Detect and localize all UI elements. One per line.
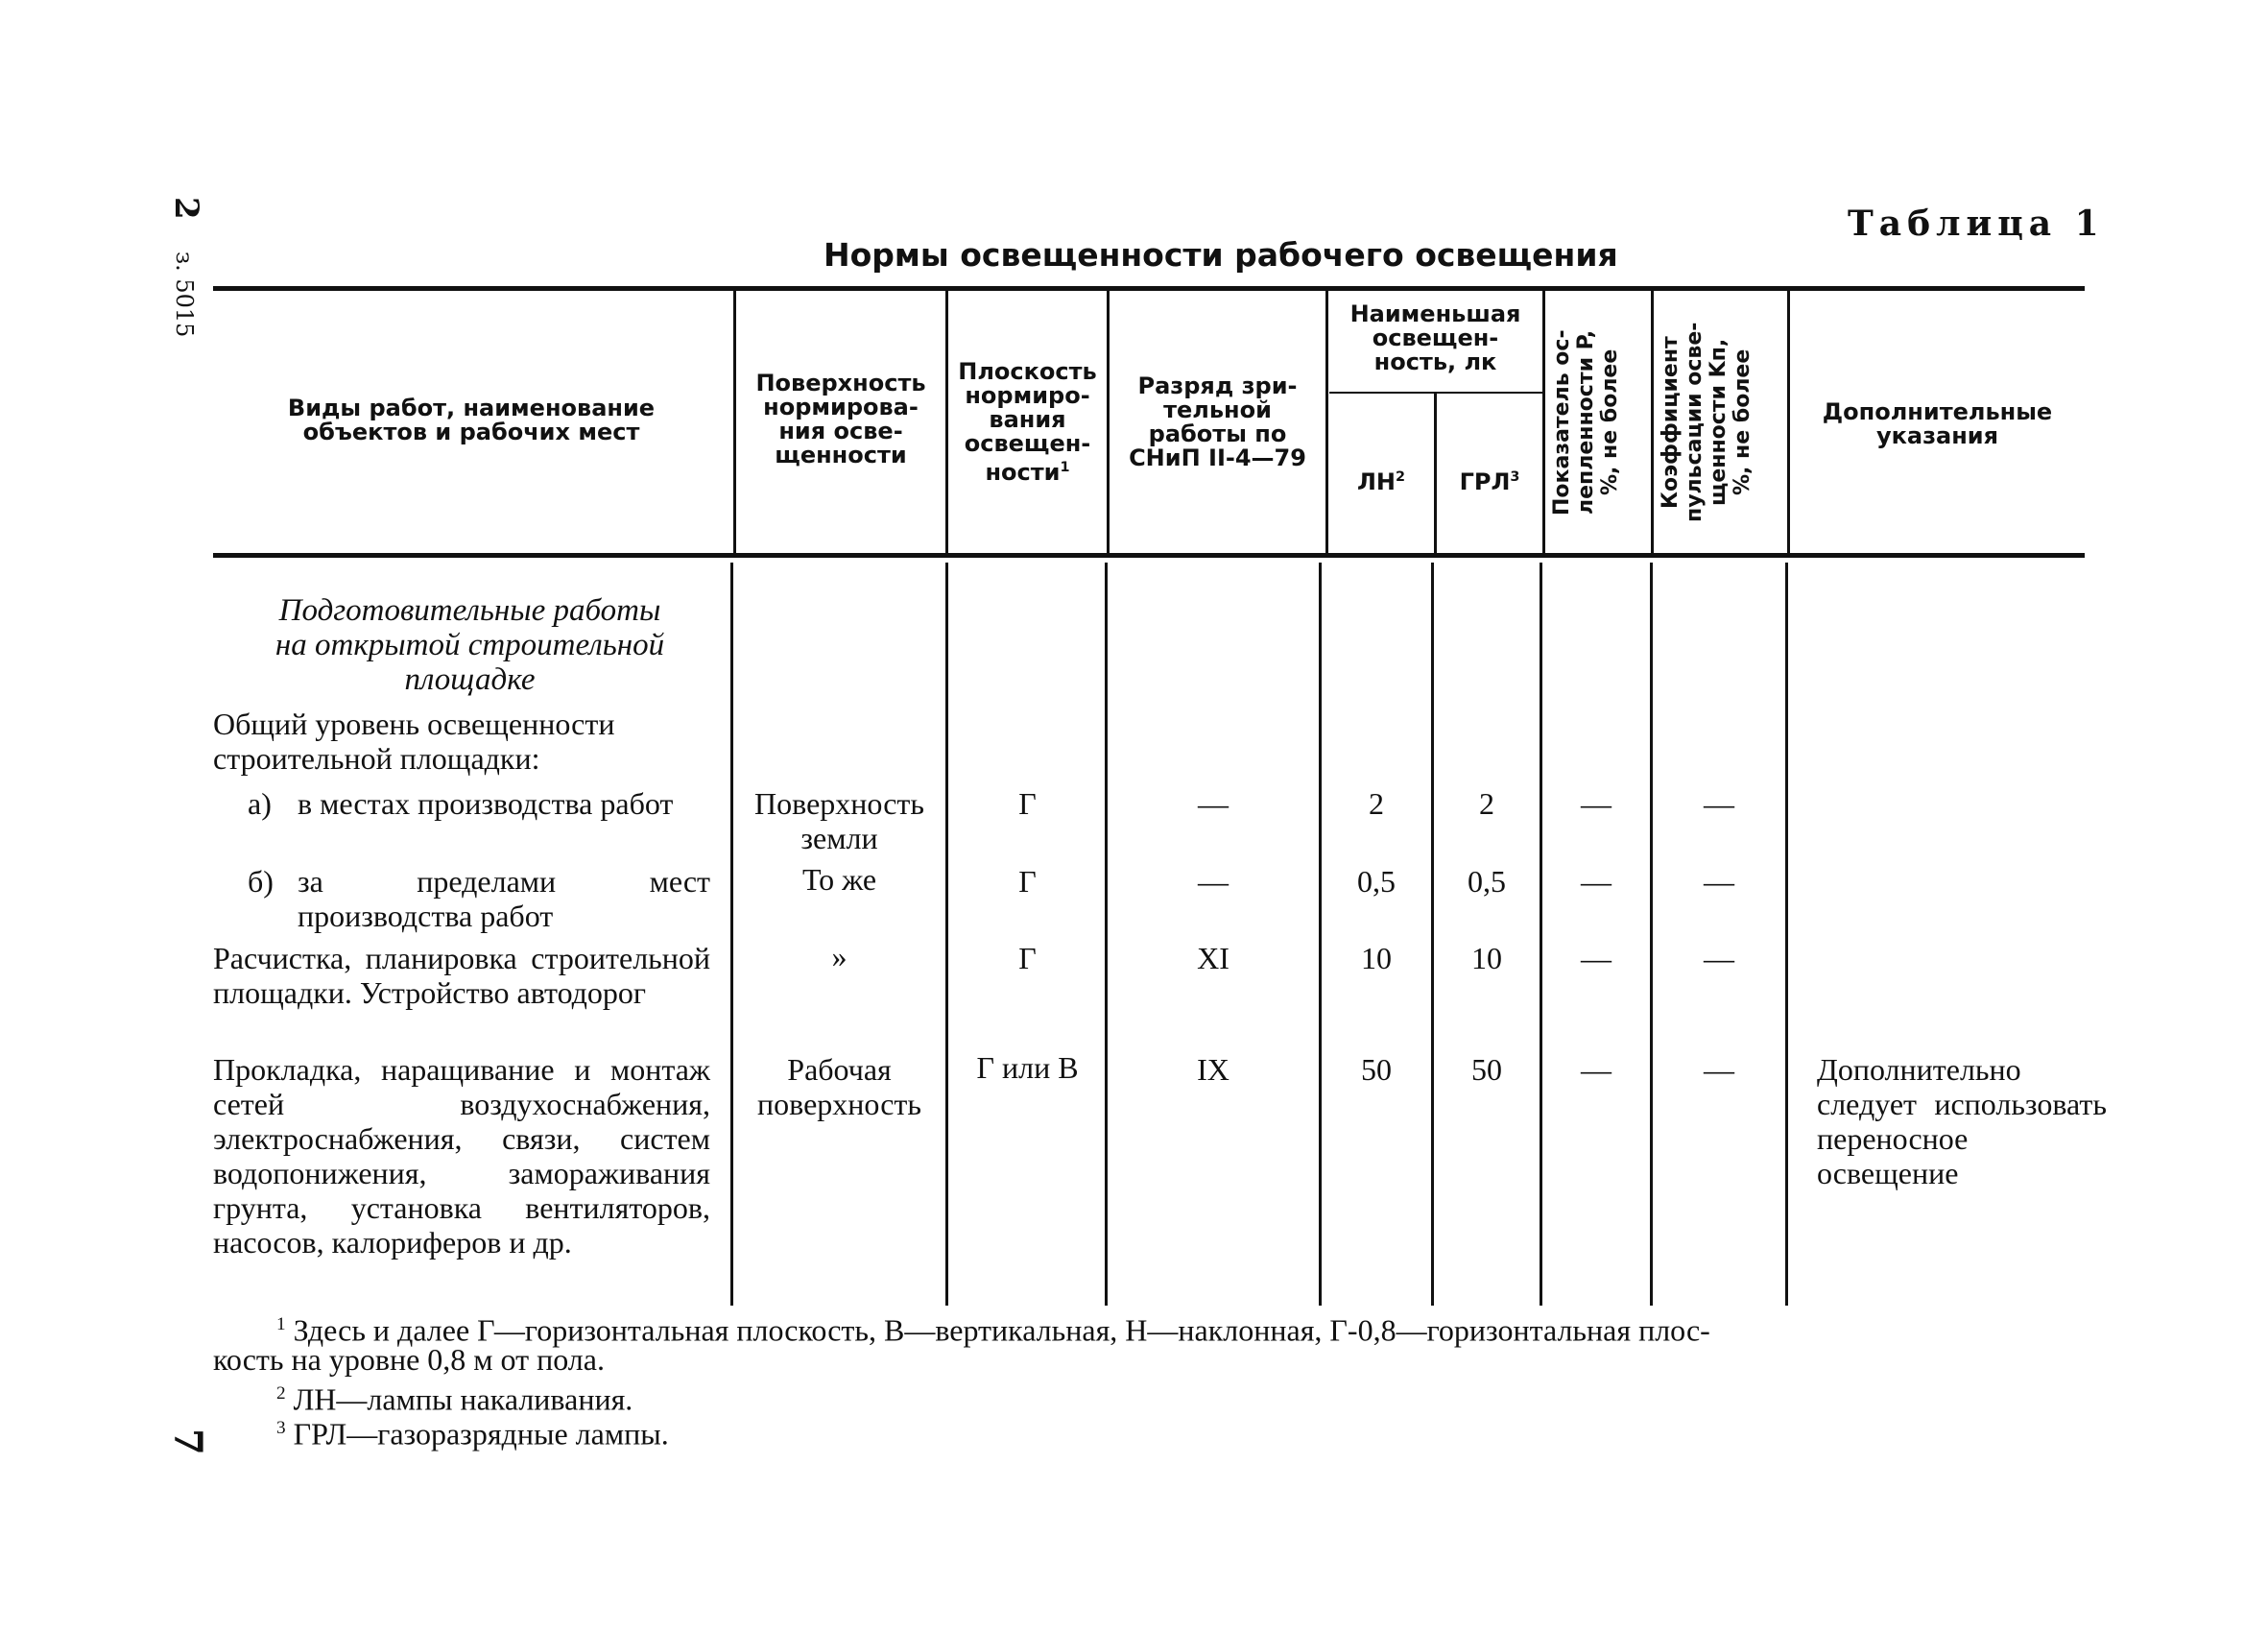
row-grl: 2 [1479,786,1494,821]
row-name: Расчистка, планировка строительной площадки. Устройство автодорог [213,941,710,1010]
row-name: Прокладка, наращивание и монтаж сетей воздухоснабжения, электроснабжения, связи, систем водопонижения, замораживания грунта, установка вентиляторов, насосов, калориферов и др. [213,1052,710,1260]
header-grl: ГРЛ$^3$ [1459,468,1520,495]
row-surface: То же [801,862,877,897]
row-ln: 50 [1361,1052,1392,1087]
margin-order-code: з. 5015 [171,252,198,338]
body-divider-6 [1540,563,1542,1306]
row-prefix: б) [248,864,274,899]
row-category: — [1198,864,1229,899]
body-divider-3 [1105,563,1108,1306]
row-plane: Г или В [976,1050,1079,1085]
footnote-1-continued: кость на уровне 0,8 м от пола. [213,1342,605,1377]
footnote-1-mark: 1 [276,1314,286,1334]
row-glare: — [1581,1052,1611,1087]
row-grl: 50 [1471,1052,1502,1087]
table-label: Таблица 1 [1848,204,2105,244]
row-grl: 10 [1471,941,1502,975]
row-name: в местах производства работ [298,786,674,821]
row-plane: Г [1018,941,1037,975]
margin-page-number: 2 [167,197,205,220]
row-surface: Поверхность земли [754,786,924,855]
row-surface: » [831,939,848,973]
header-plane: Плоскость нормиро- вания освещен- ности$^1$ [958,358,1097,486]
section-heading: Подготовительные работы на открытой строительной площадке [275,593,665,697]
row-notes: Дополнительно следует использовать переносное освещение [1817,1052,2107,1190]
margin-bottom-number: 7 [165,1428,210,1455]
row-glare: — [1581,941,1611,975]
row-ln: 2 [1369,786,1384,821]
header-bottom-rule [213,553,2085,558]
row-ln: 0,5 [1357,864,1396,899]
row-category: XI [1197,941,1229,975]
col-divider-6 [1542,291,1545,553]
header-ln: $ЛН^2$ [1356,468,1406,495]
body-divider-8 [1785,563,1788,1306]
body-divider-4 [1319,563,1322,1306]
row-glare: — [1581,864,1611,899]
row-pulsation: — [1704,1052,1734,1087]
row-surface: Рабочая поверхность [757,1052,921,1121]
header-surface: Поверхность нормирова- ния осве- щенности [755,370,926,468]
footnote-2-text: ЛН—лампы накаливания. [293,1381,633,1417]
header-min-illuminance: Наименьшая освещен- ность, лк [1349,300,1521,375]
header-work-types: Виды работ, наименование объектов и рабочих мест [287,395,656,445]
row-pulsation: — [1704,864,1734,899]
footnote-3-mark: 3 [276,1418,286,1438]
row-grl: 0,5 [1468,864,1506,899]
row-category: IX [1197,1052,1229,1087]
header-pulsation: Коэффициент пульсации осве- щенности Kп, %, не более [1659,322,1755,523]
row-pulsation: — [1704,786,1734,821]
header-notes: Дополнительные указания [1822,398,2053,449]
row-prefix: а) [248,786,272,821]
row-category: — [1198,786,1229,821]
row-plane: Г [1018,864,1037,899]
row-pulsation: — [1704,941,1734,975]
table-title: Нормы освещенности рабочего освещения [824,236,1618,274]
header-category: Разряд зри- тельной работы по СНиП II-4—79 [1129,372,1306,471]
row-plane: Г [1018,786,1037,821]
footnote-3-text: ГРЛ—газоразрядные лампы. [293,1416,669,1452]
body-divider-5 [1431,563,1434,1306]
row-name: за пределами мест производства работ [298,864,710,933]
col-divider-7 [1651,291,1654,553]
footnote-1-text: Здесь и далее Г—горизонтальная плоскость, В—вертикальная, Н—наклонная, Г-0,8—горизонтальная плос- [293,1312,1710,1348]
body-divider-1 [730,563,733,1306]
group-intro: Общий уровень освещенности строительной площадки: [213,707,615,776]
footnote-3 [276,1411,669,1452]
row-ln: 10 [1361,941,1392,975]
header-glare: Показатель ос- лепленности P, %, не более [1550,329,1622,516]
body-divider-7 [1650,563,1653,1306]
row-glare: — [1581,786,1611,821]
body-divider-2 [945,563,948,1306]
top-rule [213,286,2085,291]
footnote-2-mark: 2 [276,1383,286,1404]
